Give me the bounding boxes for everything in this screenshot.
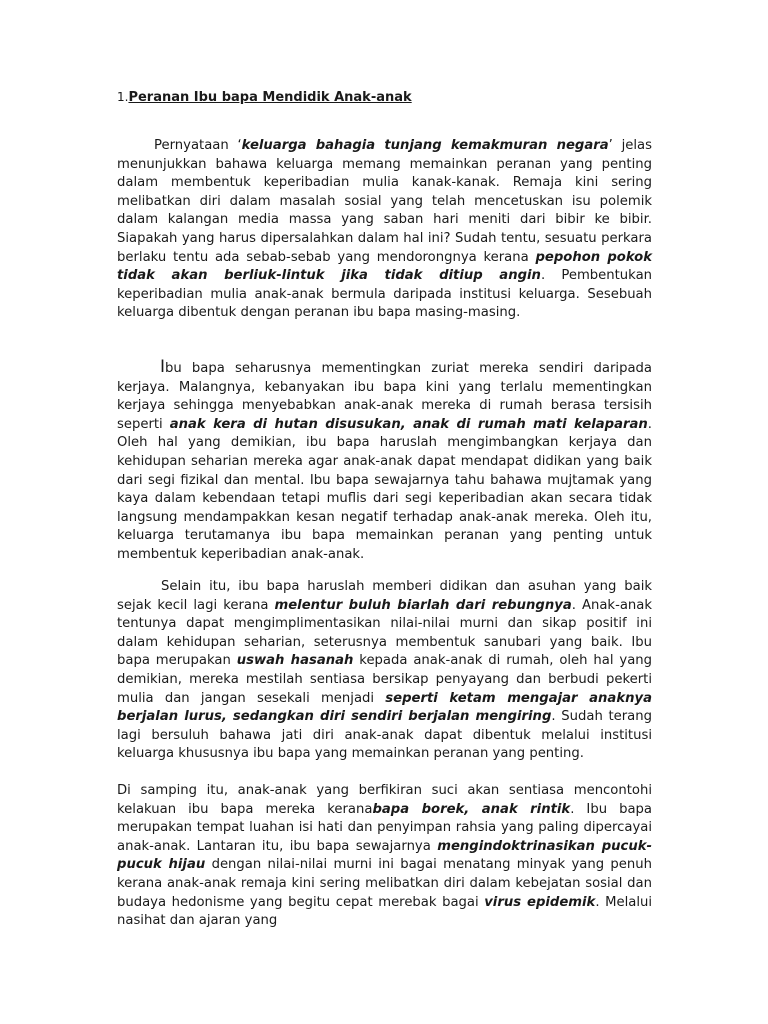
text-run: ’ jelas menunjukkan bahawa keluarga memang memainkan peranan yang penting dalam membentuk keperibadian mulia kanak-kanak. Remaja kini sering melibatkan diri dalam masalah sosial yang telah mencetuskan isu polemik dalam kalangan media massa yang saban hari meniti dari bibir ke bibir. Siapakah yang harus dipersalahkan dalam hal ini? Sudah tentu, sesuatu perkara berlaku tentu ada sebab-sebab yang mendorongnya kerana [117,138,652,265]
text-run: . Melalui nasihat dan ajaran yang [117,894,653,929]
text-run: Selain itu, ibu bapa haruslah memberi didikan dan asuhan yang baik sejak kecil lagi kerana [117,579,652,613]
text-run: . Sudah terang lagi bersuluh bahawa jati diri anak-anak dapat dibentuk melalui institusi keluarga khususnya ibu bapa yang memainkan peranan yang penting. [117,709,652,762]
emphasis-phrase: uswah hasanah [236,653,354,669]
emphasis-phrase: virus epidemik [484,894,596,910]
drop-letter: I [160,357,166,377]
text-run: kepada anak-anak di rumah, oleh hal yang demikian, mereka mestilah sentiasa bersikap penyayang dan berbudi pekerti mulia dan jangan sesekali menjadi [117,653,653,706]
section-number: 1. [117,90,129,104]
text-run: . Pembentukan keperibadian mulia anak-anak bermula daripada institusi keluarga. Sesebuah keluarga dibentuk dengan peranan ibu bapa masing-masing. [117,268,653,321]
paragraph [117,358,652,565]
text-run: Pernyataan ‘ [154,138,242,153]
emphasis-phrase: seperti ketam mengajar anaknya berjalan lurus, sedangkan diri sendiri berjalan mengiring [117,690,652,725]
paragraph [117,782,652,931]
paragraph [117,578,652,764]
paragraph [117,137,652,323]
emphasis-phrase: mengindoktrinasikan pucuk-pucuk hijau [117,838,653,873]
text-run: . Anak-anak tentunya dapat mengimplimentasikan nilai-nilai murni dan sikap positif ini dalam kehidupan seharian, seterusnya membentuk sanubari yang baik. Ibu bapa merupakan [117,597,652,669]
text-run: . Oleh hal yang demikian, ibu bapa haruslah mengimbangkan kerjaya dan kehidupan seharian mereka agar anak-anak dapat mendapat didikan yang baik dari segi fizikal dan mental. Ibu bapa sewajarnya tahu bahawa mujtamak yang kaya dalam kebendaan tetapi muflis dari segi keperibadian akan secara tidak langsung mendampakkan kesan negatif terhadap anak-anak mereka. Oleh itu, keluarga terutamanya ibu bapa memainkan peranan yang penting untuk membentuk keperibadian anak-anak. [117,416,652,562]
section-title: Peranan Ibu bapa Mendidik Anak-anak [128,90,412,105]
emphasis-phrase: anak kera di hutan disusukan, anak di rumah mati kelaparan [169,416,648,432]
text-run: bu bapa seharusnya mementingkan zuriat mereka sendiri daripada kerjaya. Malangnya, kebanyakan ibu bapa kini yang terlalu mementingkan kerjaya sehingga menyebabkan anak-anak mereka di rumah berasa tersisih seperti [117,361,652,432]
emphasis-phrase: bapa borek, anak rintik [372,801,571,817]
text-run: Di samping itu, anak-anak yang berfikiran suci akan sentiasa mencontohi kelakuan ibu bapa mereka kerana [117,783,652,817]
section-heading [117,89,412,106]
emphasis-phrase: keluarga bahagia tunjang kemakmuran negara [241,138,609,153]
text-run: dengan nilai-nilai murni ini bagai menatang minyak yang penuh kerana anak-anak remaja kini sering melibatkan diri dalam kebejatan sosial dan budaya hedonisme yang begitu cepat merebak bagai [117,857,652,910]
emphasis-phrase: pepohon pokok tidak akan berliuk-lintuk jika tidak ditiup angin [117,249,652,284]
emphasis-phrase: melentur buluh biarlah dari rebungnya [274,597,572,613]
text-run: . Ibu bapa merupakan tempat luahan isi hati dan penyimpan rahsia yang paling dipercayai anak-anak. Lantaran itu, ibu bapa sewajarnya [117,801,652,854]
